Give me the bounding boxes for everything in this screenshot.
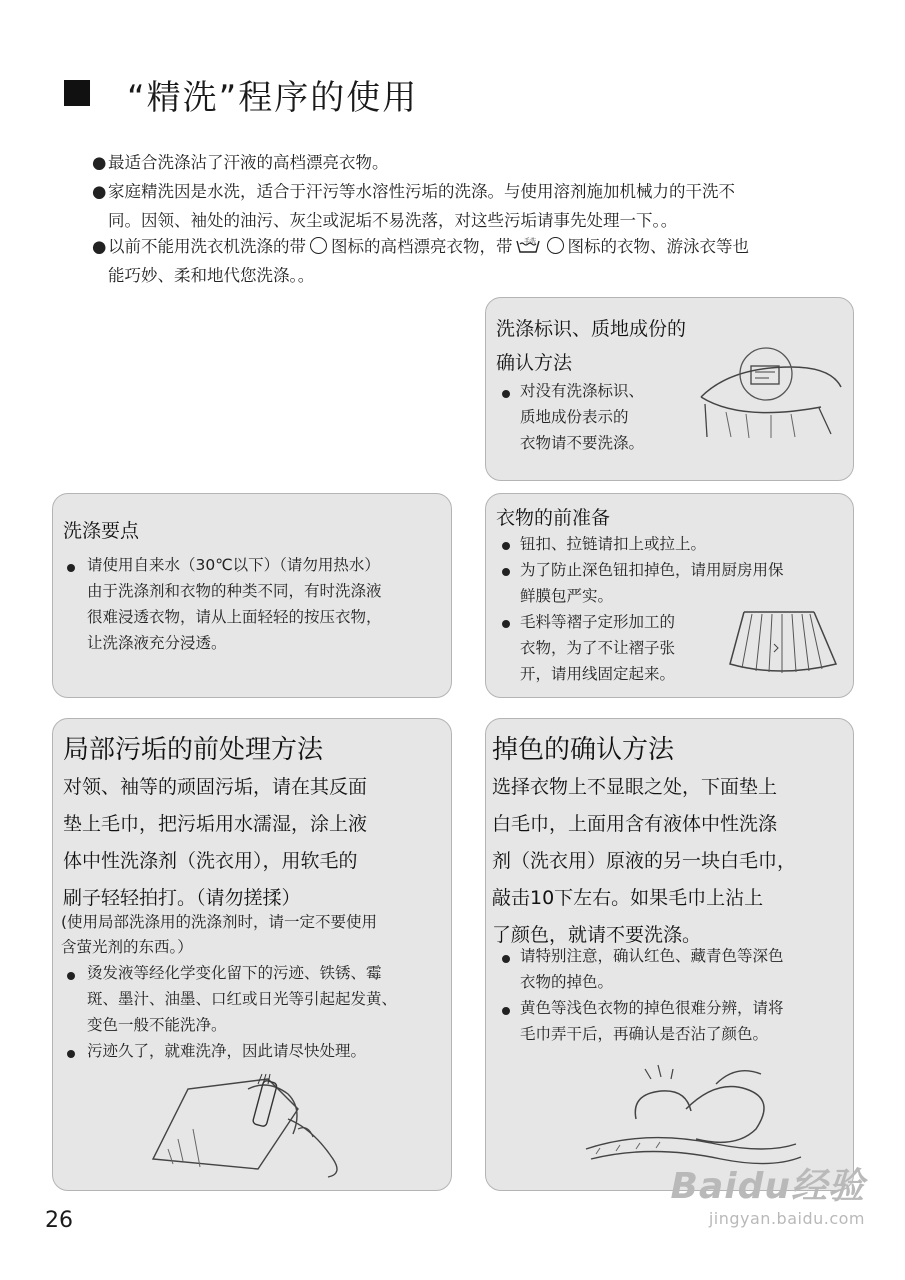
wash-tub-icon: [515, 237, 541, 255]
bullet-icon: ●: [92, 182, 107, 201]
label-check-title-1: 洗涤标识、质地成份的: [496, 318, 687, 340]
color-check-title: 掉色的确认方法: [492, 735, 675, 765]
washing-points-title: 洗涤要点: [63, 520, 140, 542]
stain-body-2: 垫上毛巾，把污垢用水濡湿，涂上液: [63, 813, 368, 835]
pleated-skirt-illustration: [724, 604, 844, 684]
bullet-icon: [67, 972, 75, 980]
color-body-3: 剂（洗衣用）原液的另一块白毛巾，: [492, 850, 797, 872]
dry-clean-circle-icon: [547, 237, 564, 254]
washing-points-text-3: 很难浸透衣物，请从上面轻轻的按压衣物，: [87, 608, 382, 626]
washing-points-text-1: 请使用自来水（30℃以下）（请勿用热水）: [87, 556, 380, 574]
color-body-1: 选择衣物上不显眼之处，下面垫上: [492, 776, 778, 798]
washing-points-box: [52, 493, 452, 698]
page-title: “精洗”程序的使用: [127, 78, 419, 118]
intro-line-3: ●以前不能用洗衣机洗涤的带 图标的高档漂亮衣物，带 手洗 图标的衣物、游泳衣等也: [92, 232, 749, 261]
svg-text:手洗: 手洗: [523, 238, 536, 245]
stain-body-4: 刷子轻轻拍打。（请勿搓揉）: [63, 887, 301, 909]
title-square-mark: [64, 80, 90, 106]
label-check-text-2: 质地成份表示的: [520, 408, 629, 426]
bullet-icon: [502, 542, 510, 550]
stain-item-1a: 烫发液等经化学变化留下的污迹、铁锈、霉: [87, 964, 382, 982]
label-check-title-2: 确认方法: [496, 352, 573, 374]
preparation-item-2b: 鲜膜包严实。: [520, 587, 614, 605]
bullet-icon: [502, 620, 510, 628]
preparation-item-3c: 开，请用线固定起来。: [520, 665, 676, 683]
bullet-icon: ●: [92, 153, 107, 172]
bullet-icon: [67, 1050, 75, 1058]
washing-points-text-4: 让洗涤液充分浸透。: [87, 634, 227, 652]
baidu-watermark-logo: Baidu经验: [670, 1166, 865, 1207]
stain-pretreatment-box: [52, 718, 452, 1191]
color-item-2b: 毛巾弄干后，再确认是否沾了颜色。: [520, 1025, 769, 1043]
brushing-stain-illustration: [148, 1069, 368, 1179]
bullet-icon: [67, 564, 75, 572]
label-check-box: [485, 297, 854, 481]
garment-label-illustration: [691, 342, 846, 452]
bullet-icon: ●: [92, 237, 107, 256]
color-body-4: 敲击10下左右。如果毛巾上沾上: [492, 887, 764, 909]
intro-line-1: ●最适合洗涤沾了汗液的高档漂亮衣物。: [92, 148, 389, 177]
stain-note-2: 含萤光剂的东西。）: [61, 938, 193, 956]
preparation-item-3b: 衣物，为了不让褶子张: [520, 639, 676, 657]
bullet-icon: [502, 955, 510, 963]
stain-item-1b: 斑、墨汁、油墨、口红或日光等引起起发黄、: [87, 990, 398, 1008]
color-item-2a: 黄色等浅色衣物的掉色很难分辨，请将: [520, 999, 784, 1017]
label-check-text-3: 衣物请不要洗涤。: [520, 434, 645, 452]
color-body-5: 了颜色，就请不要洗涤。: [492, 924, 702, 946]
color-body-2: 白毛巾，上面用含有液体中性洗涤: [492, 813, 778, 835]
baidu-watermark: [671, 1158, 865, 1228]
page-number: 26: [45, 1208, 73, 1233]
label-check-text-1: 对没有洗涤标识、: [520, 382, 645, 400]
stain-item-2: 污迹久了，就难洗净，因此请尽快处理。: [87, 1042, 367, 1060]
color-item-1b: 衣物的掉色。: [520, 973, 614, 991]
stain-note-1: (使用局部洗涤用的洗涤剂时，请一定不要使用: [61, 913, 378, 931]
preparation-box: [485, 493, 854, 698]
bullet-icon: [502, 568, 510, 576]
preparation-item-1: 钮扣、拉链请扣上或拉上。: [520, 535, 707, 553]
stain-body-1: 对领、袖等的顽固污垢，请在其反面: [63, 776, 368, 798]
stain-body-3: 体中性洗涤剂（洗衣用），用软毛的: [63, 850, 358, 872]
preparation-title: 衣物的前准备: [496, 507, 611, 529]
intro-line-3-cont: 能巧妙、柔和地代您洗涤。。: [108, 266, 315, 285]
bullet-icon: [502, 390, 510, 398]
stain-item-1c: 变色一般不能洗净。: [87, 1016, 227, 1034]
washing-points-text-2: 由于洗涤剂和衣物的种类不同，有时洗涤液: [87, 582, 382, 600]
color-item-1a: 请特别注意，确认红色、藏青色等深色: [520, 947, 784, 965]
intro-line-2: ●家庭精洗因是水洗，适合于汗污等水溶性污垢的洗涤。与使用溶剂施加机械力的干洗不: [92, 177, 735, 206]
color-check-box: [485, 718, 854, 1191]
preparation-item-3a: 毛料等褶子定形加工的: [520, 613, 676, 631]
baidu-watermark-url: jingyan.baidu.com: [708, 1209, 865, 1228]
bullet-icon: [502, 1007, 510, 1015]
intro-line-2-cont: 同。因领、袖处的油污、灰尘或泥垢不易洗落，对这些污垢请事先处理一下。。: [108, 211, 678, 230]
hand-wash-circle-icon: [310, 237, 327, 254]
stain-pretreatment-title: 局部污垢的前处理方法: [63, 735, 324, 765]
preparation-item-2a: 为了防止深色钮扣掉色，请用厨房用保: [520, 561, 784, 579]
